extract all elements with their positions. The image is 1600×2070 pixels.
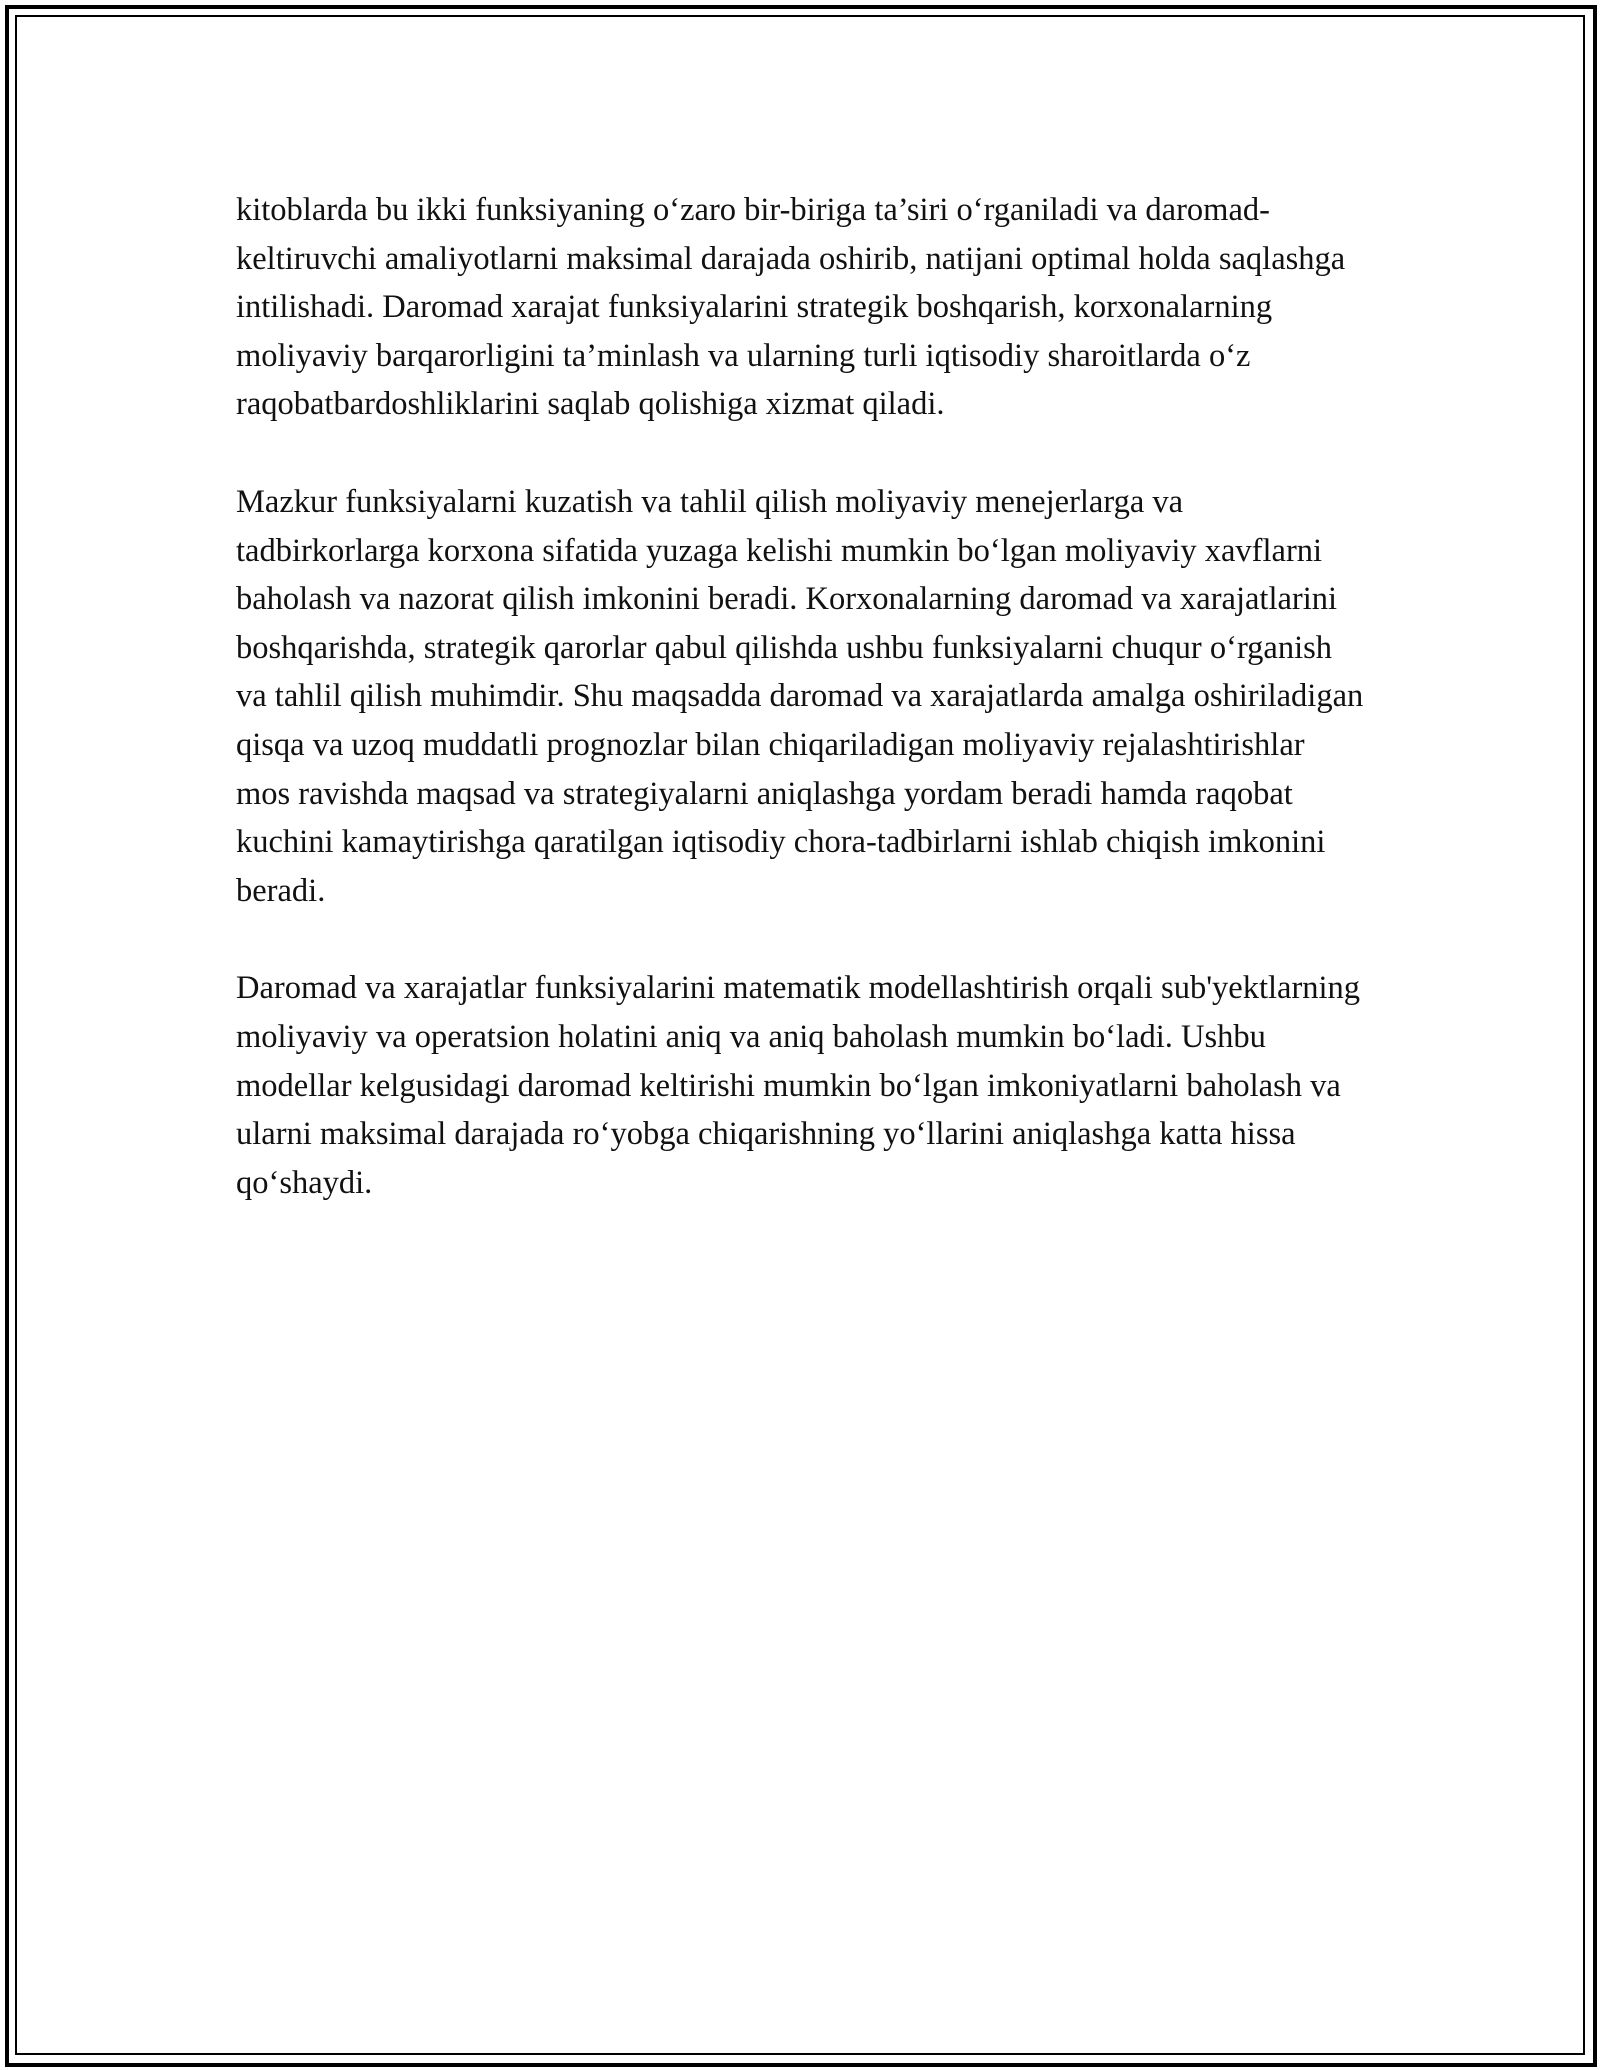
paragraph-3: Daromad va xarajatlar funksiyalarini matematik modellashtirish orqali sub'yektlarning moliyaviy va operatsion holatini aniq va aniq baholash mumkin bo‘ladi. Ushbu modellar kelgusidagi daromad keltirishi mumkin bo‘lgan imkoniyatlarni baholash va ularni maksimal darajada ro‘yobga chiqarishning yo‘llarini aniqlashga katta hissa qo‘shaydi. (236, 970, 1361, 1201)
paragraph-2: Mazkur funksiyalarni kuzatish va tahlil qilish moliyaviy menejerlarga va tadbirkorlarga korxona sifatida yuzaga kelishi mumkin bo‘lgan moliyaviy xavflarni baholash va nazorat qilish imkonini beradi. Korxonalarning daromad va xarajatlarini boshqarishda, strategik qarorlar qabul qilishda ushbu funksiyalarni chuqur o‘rganish va tahlil qilish muhimdir. Shu maqsadda daromad va xarajatlarda amalga oshiriladigan qisqa va uzoq muddatli prognozlar bilan chiqariladigan moliyaviy rejalashtirishlar mos ravishda maqsad va strategiyalarni aniqlashga yordam beradi hamda raqobat kuchini kamaytirishga qaratilgan iqtisodiy chora-tadbirlarni ishlab chiqish imkonini beradi. (236, 483, 1364, 909)
paragraph-1: kitoblarda bu ikki funksiyaning o‘zaro bir-biriga ta’siri o‘rganiladi va daromad-keltiruvchi amaliyotlarni maksimal darajada oshirib, natijani optimal holda saqlashga intilishadi. Daromad xarajat funksiyalarini strategik boshqarish, korxonalarning moliyaviy barqarorligini ta’minlash va ularning turli iqtisodiy sharoitlarda o‘z raqobatbardoshliklarini saqlab qolishiga xizmat qiladi. (236, 192, 1346, 423)
document-body (236, 186, 1366, 1256)
